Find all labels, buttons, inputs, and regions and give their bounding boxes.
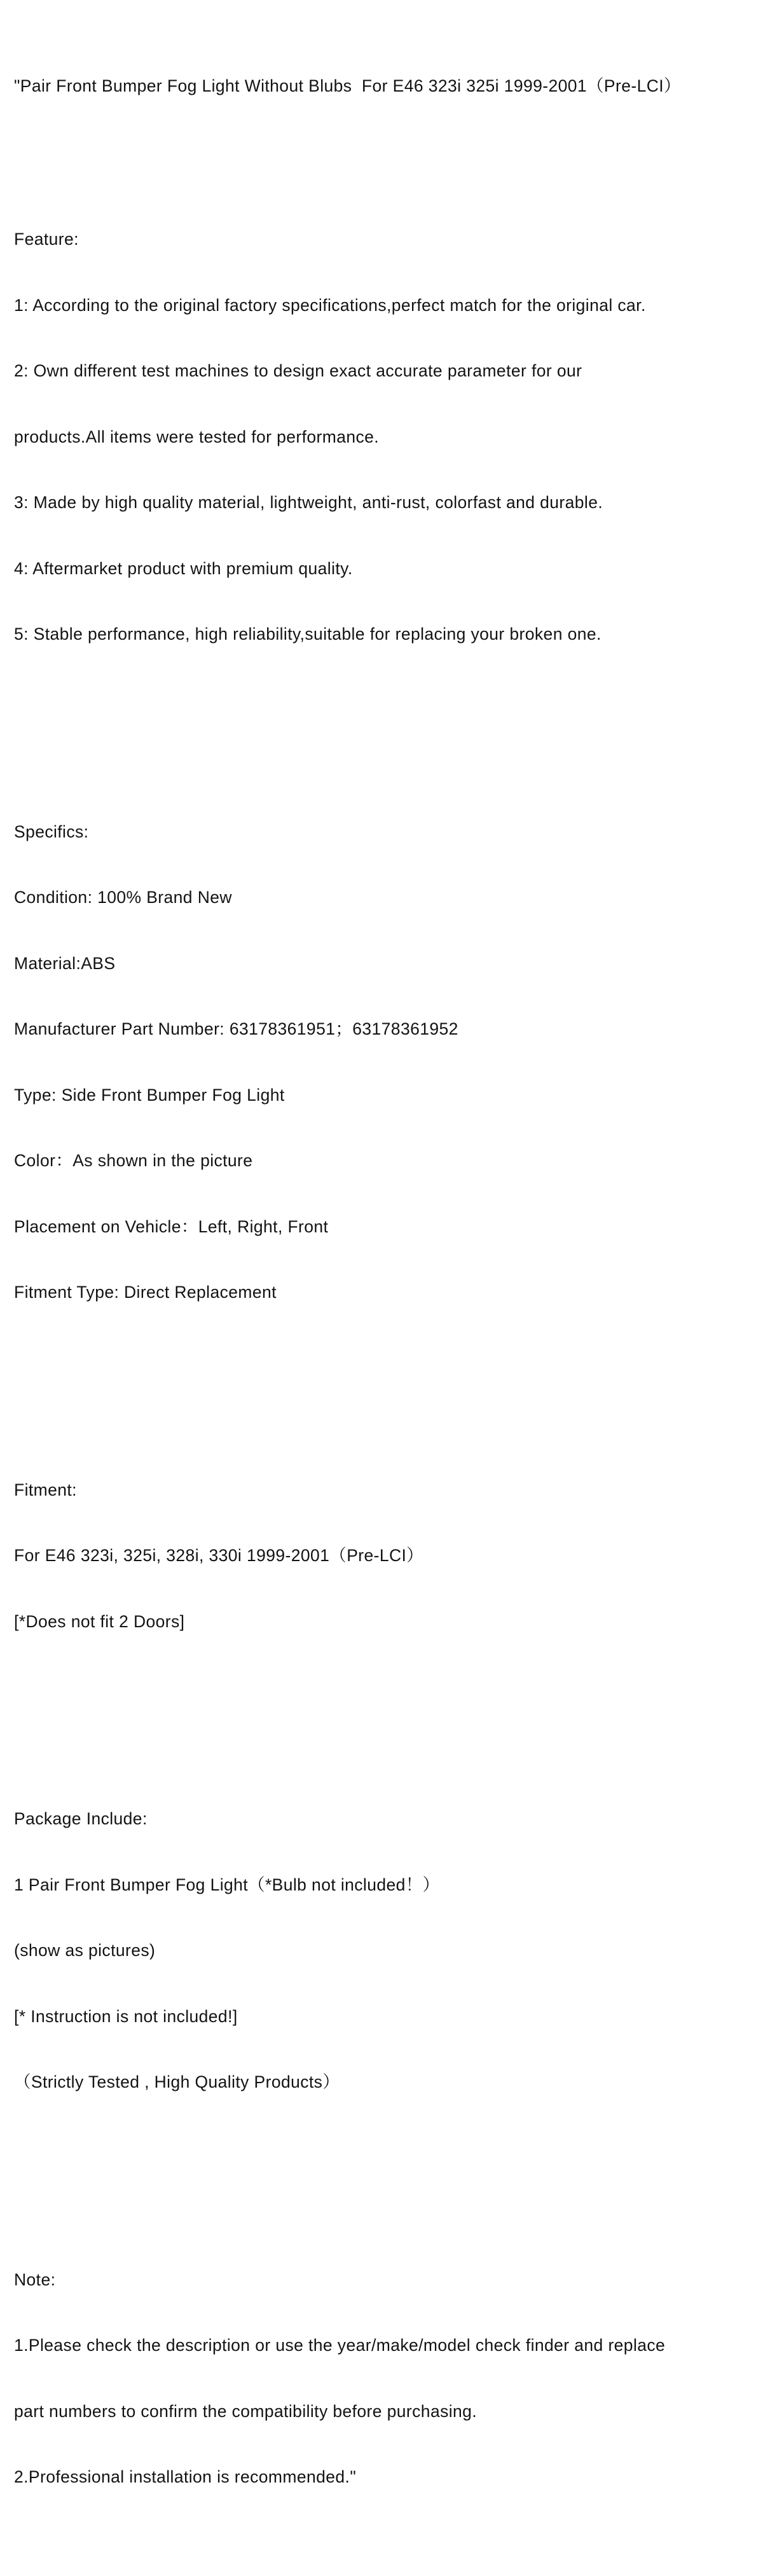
specifics-heading: Specifics: [14, 822, 89, 841]
specifics-section [14, 777, 752, 1347]
fitment-caveat: [*Does not fit 2 Doors] [14, 1611, 185, 1631]
note-section [14, 2225, 752, 2532]
feature-line-3: 3: Made by high quality material, lightweight, anti-rust, colorfast and durable. [14, 493, 603, 512]
note-line-2: 2.Professional installation is recommended." [14, 2467, 357, 2486]
feature-section [14, 184, 752, 689]
note-heading: Note: [14, 2269, 56, 2289]
package-instruction: [* Instruction is not included!] [14, 2006, 238, 2026]
specifics-part-number: Manufacturer Part Number: 63178361951；63178361952 [14, 1019, 458, 1038]
feature-heading: Feature: [14, 230, 79, 249]
package-pictures: (show as pictures) [14, 1941, 156, 1960]
specifics-condition: Condition: 100% Brand New [14, 888, 232, 907]
feature-line-4: 4: Aftermarket product with premium quality. [14, 558, 353, 578]
note-line-1: 1.Please check the description or use the year/make/model check finder and replace [14, 2336, 666, 2355]
feature-line-5: 5: Stable performance, high reliability,suitable for replacing your broken one. [14, 624, 601, 644]
specifics-placement: Placement on Vehicle：Left, Right, Front [14, 1216, 329, 1236]
specifics-color: Color：As shown in the picture [14, 1151, 253, 1170]
feature-line-1: 1: According to the original factory specifications,perfect match for the original car. [14, 295, 646, 315]
feature-line-2b: products.All items were tested for performance. [14, 427, 380, 446]
product-title: "Pair Front Bumper Fog Light Without Blubs For E46 323i 325i 1999-2001（Pre-LCI） [14, 76, 681, 95]
specifics-fitment-type: Fitment Type: Direct Replacement [14, 1283, 277, 1302]
package-heading: Package Include: [14, 1809, 148, 1828]
package-quality: （Strictly Tested , High Quality Products） [14, 2072, 340, 2091]
note-line-1b: part numbers to confirm the compatibility before purchasing. [14, 2401, 478, 2421]
fitment-heading: Fitment: [14, 1480, 77, 1499]
specifics-material: Material:ABS [14, 953, 116, 973]
specifics-type: Type: Side Front Bumper Fog Light [14, 1085, 285, 1105]
package-contents: 1 Pair Front Bumper Fog Light（*Bulb not included！） [14, 1875, 440, 1894]
feature-line-2: 2: Own different test machines to design exact accurate parameter for our [14, 361, 582, 380]
package-include-section [14, 1764, 752, 2137]
fitment-section [14, 1435, 752, 1677]
fitment-models: For E46 323i, 325i, 328i, 330i 1999-2001（Pre-LCI） [14, 1546, 424, 1565]
